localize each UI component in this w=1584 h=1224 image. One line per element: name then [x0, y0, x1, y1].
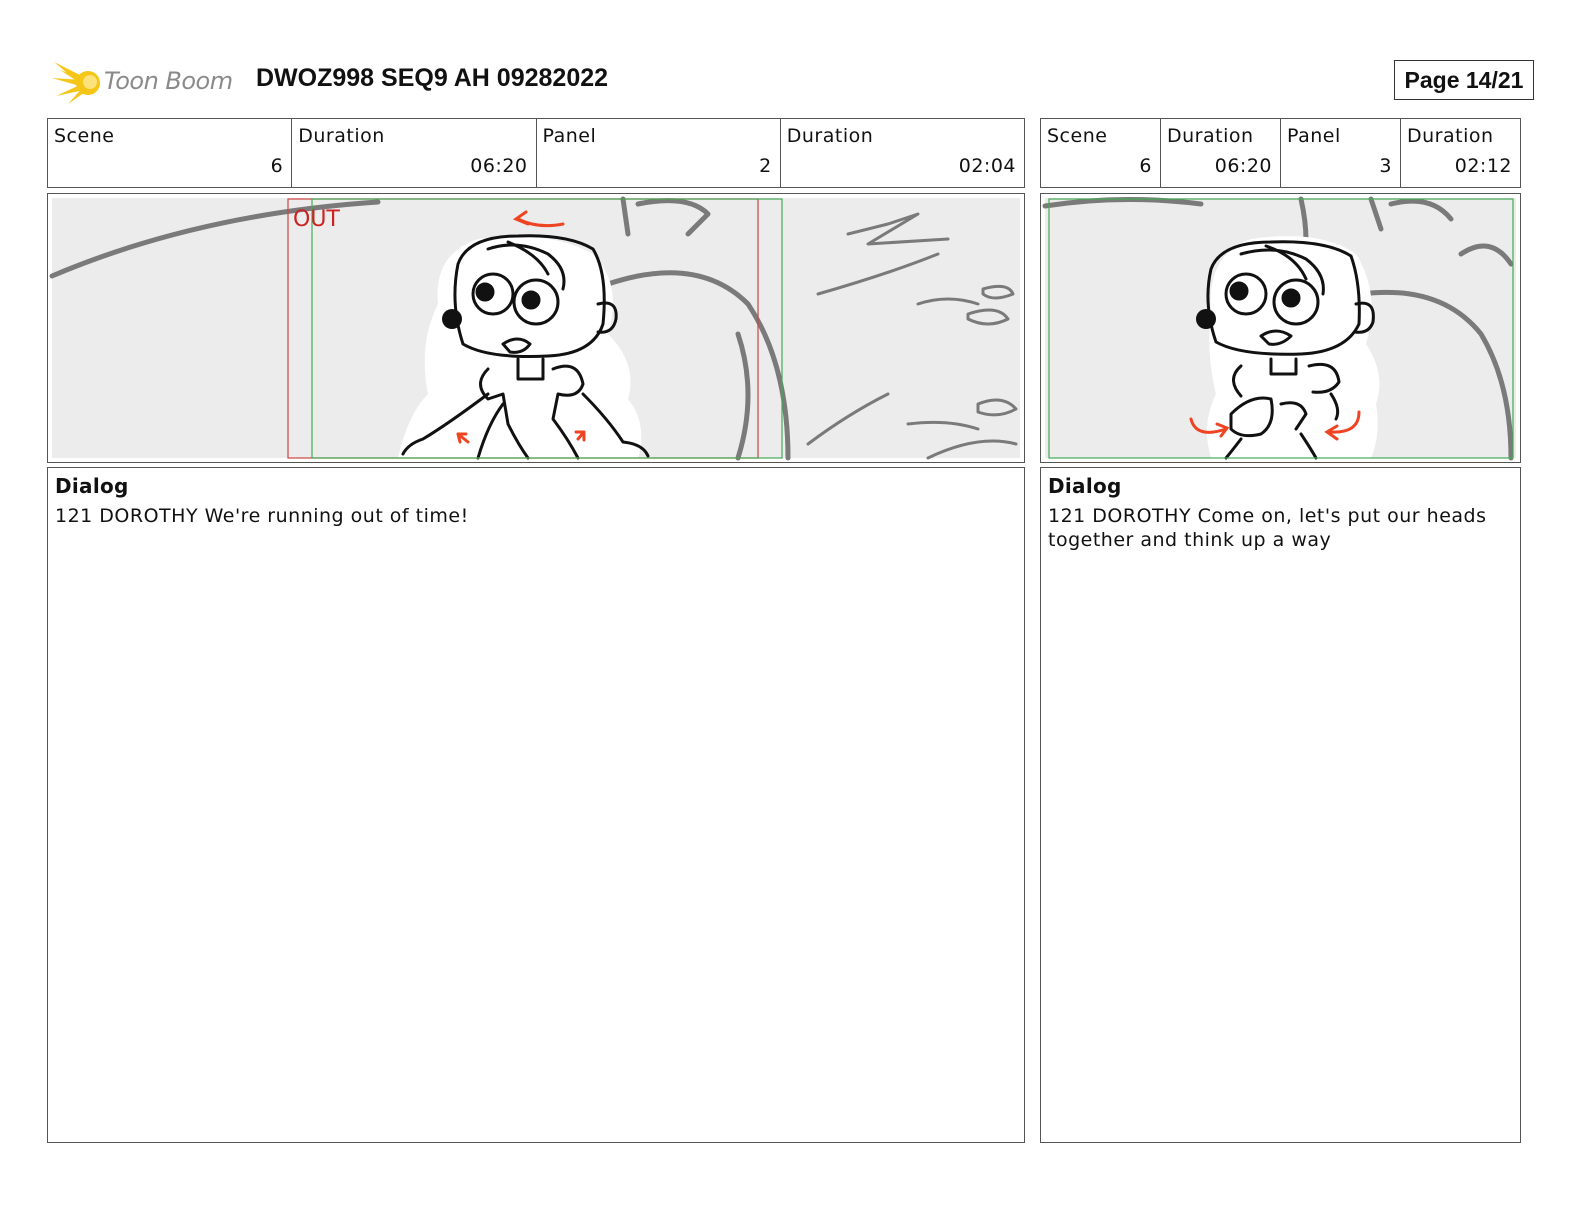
out-marker-label: OUT	[293, 207, 340, 232]
duration-label: Duration	[298, 125, 385, 147]
panel-cell	[1280, 119, 1400, 187]
dialog-box-panel-3	[1040, 467, 1521, 1143]
panel-label: Panel	[1287, 125, 1341, 147]
duration-label: Duration	[1167, 125, 1254, 147]
logo-wordmark: Toon Boom	[104, 67, 233, 95]
duration-label: Duration	[786, 125, 874, 147]
scene-value: 6	[270, 155, 284, 177]
scene-cell	[48, 119, 291, 187]
scene-value: 6	[1139, 155, 1152, 177]
duration-label: Duration	[1407, 125, 1494, 147]
panel-duration-cell	[1400, 119, 1520, 187]
scene-duration-cell	[291, 119, 535, 187]
panel-label: Panel	[542, 125, 597, 147]
dialog-label: Dialog	[55, 474, 129, 498]
scene-duration-value: 06:20	[1214, 155, 1272, 177]
document-title: DWOZ998 SEQ9 AH 09282022	[256, 64, 609, 92]
dialog-text: 121 DOROTHY Come on, let's put our heads together and think up a way	[1048, 505, 1487, 551]
dialog-box-panel-2	[47, 467, 1025, 1143]
storyboard-frame-panel-2	[47, 193, 1025, 463]
panel-duration-cell	[780, 119, 1024, 187]
scene-label: Scene	[54, 125, 115, 147]
scene-duration-value: 06:20	[470, 155, 528, 177]
panel-info-row-right	[1040, 118, 1521, 188]
sketch-drawing	[1041, 194, 1520, 462]
panel-info-row-left	[47, 118, 1025, 188]
sketch-drawing	[48, 194, 1024, 462]
scene-label: Scene	[1047, 125, 1108, 147]
sunburst-logo-icon	[52, 56, 104, 106]
scene-cell	[1041, 119, 1160, 187]
page-indicator: Page 14/21	[1394, 60, 1534, 100]
toon-boom-logo	[52, 56, 242, 106]
panel-cell	[536, 119, 780, 187]
dialog-text: 121 DOROTHY We're running out of time!	[55, 505, 469, 527]
storyboard-frame-panel-3	[1040, 193, 1521, 463]
scene-duration-cell	[1160, 119, 1280, 187]
dialog-label: Dialog	[1048, 474, 1122, 498]
panel-duration-value: 02:12	[1454, 155, 1512, 177]
panel-duration-value: 02:04	[958, 155, 1016, 177]
panel-value: 3	[1379, 155, 1392, 177]
panel-value: 2	[759, 155, 772, 177]
